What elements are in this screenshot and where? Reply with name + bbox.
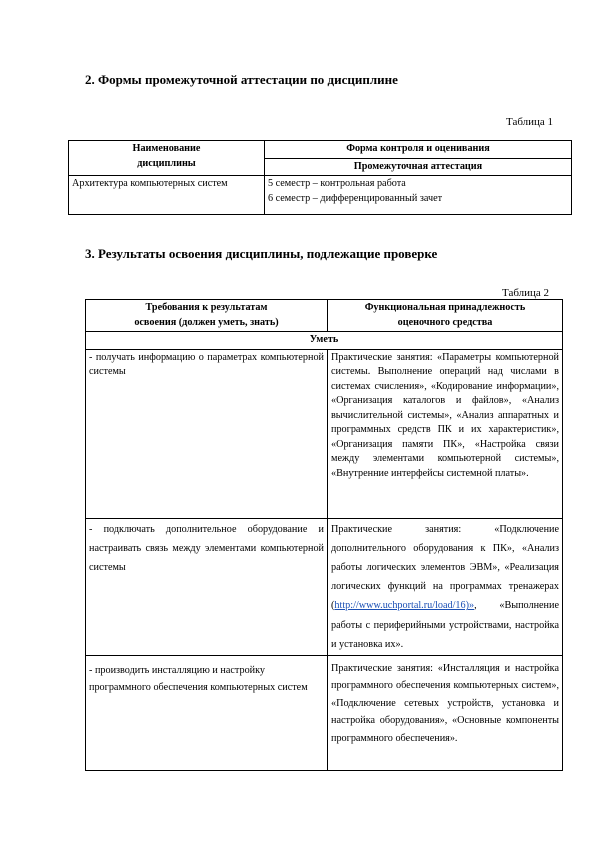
- t1-form-line-1: 5 семестр – контрольная работа: [268, 178, 406, 189]
- uchportal-link[interactable]: http://www.uchportal.ru/load/16)»: [334, 600, 475, 612]
- t1-col1-header: Наименование дисциплины: [69, 141, 265, 176]
- t1-col2-header-bottom: Промежуточная аттестация: [265, 158, 572, 176]
- t1-form-line-2: 6 семестр – дифференцированный зачет: [268, 192, 443, 204]
- t1-discipline-cell: Архитектура компьютерных систем: [69, 176, 265, 215]
- t2-tool-text-part-2: , «Выполнение работы с периферийными устройствами, настройка и установка их».: [331, 600, 559, 650]
- section-3-heading: 3. Результаты освоения дисциплины, подлежащие проверке: [85, 246, 438, 261]
- table-row: [86, 518, 563, 655]
- t2-section-label-umet: Уметь: [86, 332, 563, 350]
- table-1: [68, 140, 572, 215]
- t2-col1-header: Требования к результатам освоения (должен уметь, знать): [86, 300, 328, 332]
- table-1-caption: Таблица 1: [506, 116, 554, 128]
- t2-col2-header: Функциональная принадлежность оценочного средства: [328, 300, 563, 332]
- t2-tool-cell: Практические занятия: «Инсталляция и настройка программного обеспечения компьютерных систем», «Подключение сетевых устройств, установка и настройка оборудования», «Основные компоненты программного обеспечения».: [328, 655, 563, 770]
- t2-requirement-cell: - производить инсталляцию и настройку программного обеспечения компьютерных систем: [86, 655, 328, 770]
- table-row: [86, 655, 563, 770]
- t2-requirement-cell: - подключать дополнительное оборудование и настраивать связь между элементами компьютерной системы: [86, 518, 328, 655]
- section-2-heading: 2. Формы промежуточной аттестации по дисциплине: [85, 72, 398, 87]
- t2-tool-text-part-1: Практические занятия: «Подключение дополнительного оборудования к ПК», «Анализ работы логических элементов ЭВМ», «Реализация логических функций на программах тренажерах (: [331, 523, 559, 612]
- table-row: [86, 349, 563, 518]
- t1-forms-cell: [265, 176, 572, 215]
- table-2: [85, 299, 563, 771]
- t2-tool-cell: Практические занятия: «Параметры компьютерной системы. Выполнение операций над числами в системах счисления», «Кодирование информации», «Организация каталогов и файлов», «Анализ вычислительной системы», «Анализ аппаратных и программных средств ПК и их характеристик», «Организация памяти ПК», «Настройка связи между элементами компьютерной системы», «Внутренние интерфейсы системной платы».: [328, 349, 563, 518]
- table-2-caption: Таблица 2: [502, 287, 550, 299]
- t2-requirement-cell: - получать информацию о параметрах компьютерной системы: [86, 349, 328, 518]
- t2-tool-cell: [328, 518, 563, 655]
- t1-col2-header-top: Форма контроля и оценивания: [265, 141, 572, 159]
